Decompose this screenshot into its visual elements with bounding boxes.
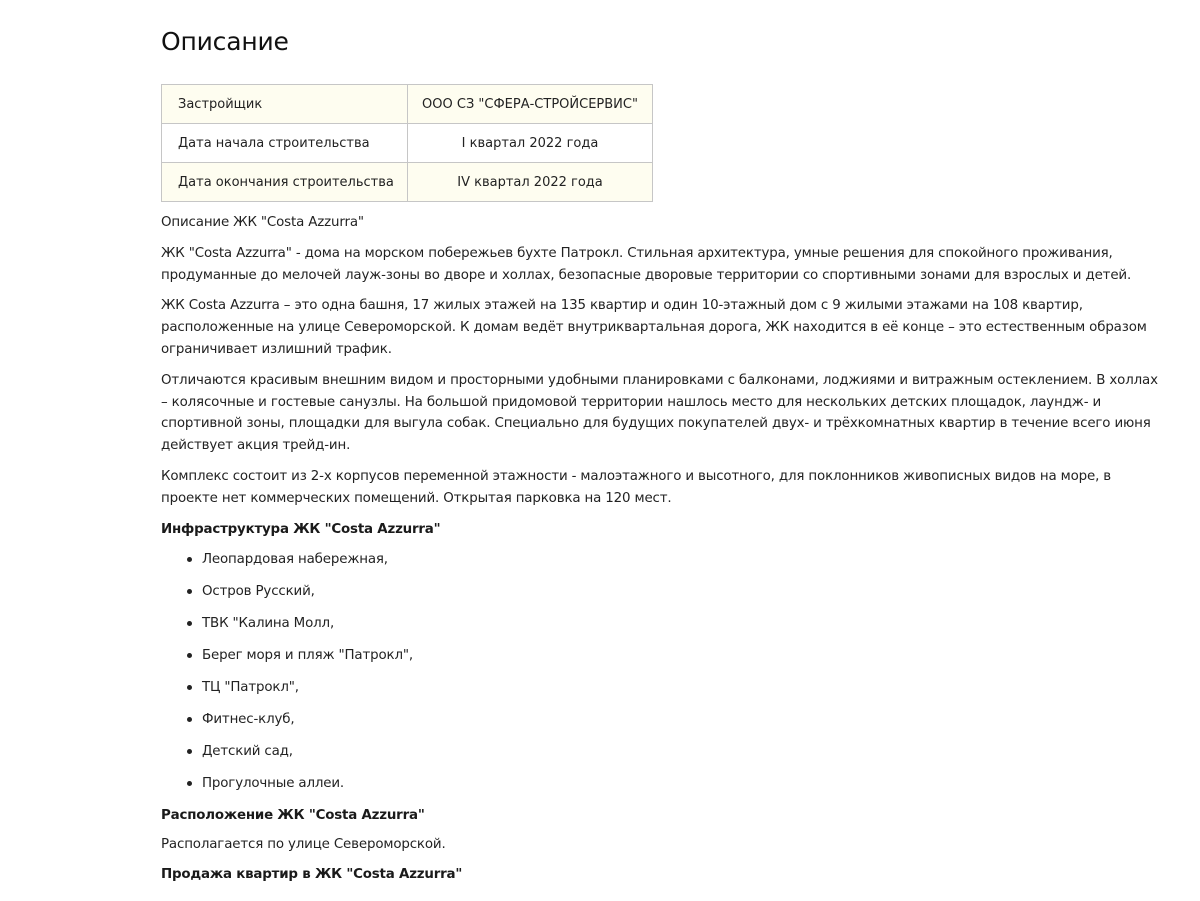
bullet-icon — [187, 621, 192, 626]
location-heading: Расположение ЖК "Costa Azzurra" — [161, 808, 425, 824]
bullet-icon — [187, 557, 192, 562]
table-cell-value: I квартал 2022 года — [408, 124, 653, 163]
bullet-icon — [187, 685, 192, 690]
infrastructure-list — [161, 549, 1161, 805]
table-row-end-date — [162, 163, 653, 202]
location-text: Располагается по улице Североморской. — [161, 837, 446, 853]
list-item — [183, 773, 1161, 805]
table-cell-label: Дата начала строительства — [162, 124, 408, 163]
infrastructure-heading: Инфраструктура ЖК "Costa Azzurra" — [161, 521, 441, 537]
list-item-text: Леопардовая набережная, — [202, 552, 388, 568]
list-item-text: Фитнес-клуб, — [202, 712, 295, 728]
table-cell-label: Дата окончания строительства — [162, 163, 408, 202]
description-subtitle: Описание ЖК "Costa Azzurra" — [161, 215, 364, 230]
list-item — [183, 741, 1161, 773]
sales-heading: Продажа квартир в ЖК "Costa Azzurra" — [161, 866, 463, 882]
bullet-icon — [187, 781, 192, 786]
list-item-text: Детский сад, — [202, 744, 293, 760]
list-item — [183, 645, 1161, 677]
list-item-text: Берег моря и пляж "Патрокл", — [202, 648, 413, 664]
list-item-text: ТЦ "Патрокл", — [202, 680, 299, 696]
list-item — [183, 677, 1161, 709]
main-content — [161, 0, 1161, 886]
description-paragraph: Отличаются красивым внешним видом и просторными удобными планировками с балконами, лоджиями и витражным остеклением. В холлах – колясочные и гостевые санузлы. На большой придомовой территории нашлось место для нескольких детских площадок, лаундж- и спортивной зоны, площадки для выгула собак. Специально для будущих покупателей двух- и трёхкомнатных квартир в течение всего июня действует акция трейд-ин. — [161, 372, 1158, 454]
bullet-icon — [187, 589, 192, 594]
table-row-start-date — [162, 124, 653, 163]
list-item — [183, 581, 1161, 613]
description-paragraph: Комплекс состоит из 2-х корпусов переменной этажности - малоэтажного и высотного, для поклонников живописных видов на море, в проекте нет коммерческих помещений. Открытая парковка на 120 мест. — [161, 468, 1112, 506]
list-item — [183, 613, 1161, 645]
table-row-developer — [162, 85, 653, 124]
table-cell-label: Застройщик — [162, 85, 408, 124]
description-paragraph: ЖК "Costa Azzurra" - дома на морском побережьев бухте Патрокл. Стильная архитектура, умные решения для спокойного проживания, продуманные до мелочей лауж-зоны во дворе и холлах, безопасные дворовые территории со спортивными зонами для взрослых и детей. — [161, 245, 1132, 283]
page-title: Описание — [161, 27, 289, 56]
bullet-icon — [187, 749, 192, 754]
table-cell-value: IV квартал 2022 года — [408, 163, 653, 202]
list-item-text: Остров Русский, — [202, 584, 315, 600]
description-paragraph: ЖК Costa Azzurra – это одна башня, 17 жилых этажей на 135 квартир и один 10-этажный дом с 9 жилыми этажами на 108 квартир, расположенные на улице Североморской. К домам ведёт внутриквартальная дорога, ЖК находится в её конце – это естественным образом ограничивает излишний трафик. — [161, 298, 1147, 357]
list-item — [183, 709, 1161, 741]
list-item — [183, 549, 1161, 581]
table-cell-value: ООО СЗ "СФЕРА-СТРОЙСЕРВИС" — [408, 85, 653, 124]
list-item-text: Прогулочные аллеи. — [202, 776, 345, 792]
specs-table — [161, 84, 653, 202]
bullet-icon — [187, 653, 192, 658]
list-item-text: ТВК "Калина Молл, — [202, 616, 335, 632]
bullet-icon — [187, 717, 192, 722]
